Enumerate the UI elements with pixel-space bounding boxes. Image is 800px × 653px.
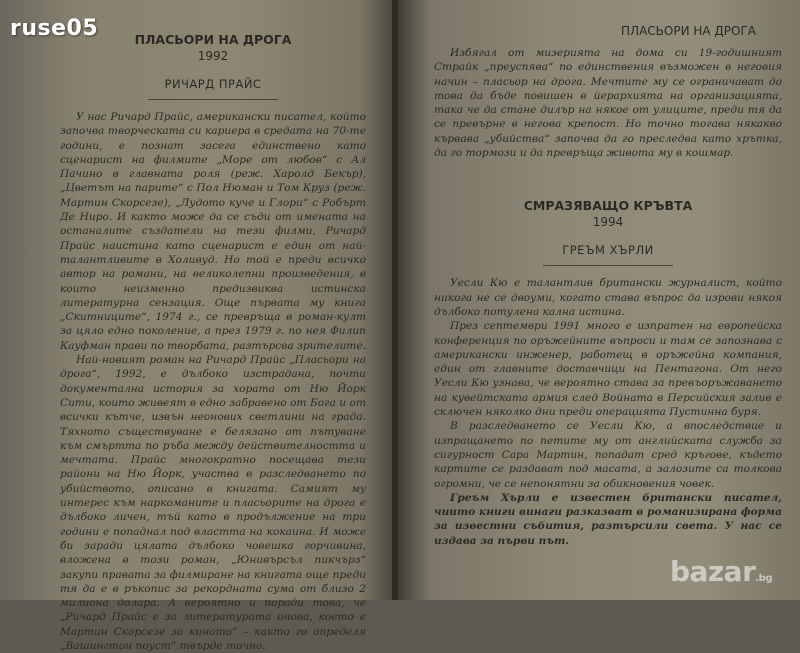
- left-book-title: ПЛАСЬОРИ НА ДРОГА: [134, 32, 292, 47]
- left-book-author: РИЧАРД ПРАЙС: [164, 77, 262, 91]
- right-top-paragraph: Избягал от мизерията на дома си 19-годишният Страйк „преуспява“ по единствения възможен в неговия начин – пласьор на дрога. Мечтите му се ограничават до това да бъде повишен в йерархията на организацията, така че да стане дилър на някое от улиците, преди тя да се превърне в негова крепост. Но точно тогава някакво кървава „убийства“ започва да го преследва като хрътка, да го тормози и да превръща живота му в кошмар.: [434, 47, 782, 160]
- bazar-logo-tld: .bg: [755, 573, 772, 584]
- left-book-page: [0, 0, 392, 652]
- right-book-year: 1994: [592, 215, 624, 230]
- left-paragraph-1: У нас Ричард Прайс, американски писател, който започва творческата си кариера в средата на 70-те години, е познат засега единствено като сценарист на филмите „Море от любов“ с Ал Пачино в главната роля (реж. Харолд Бекър), „Цветът на парите“ с Пол Нюман и Том Круз (реж. Мартин Скорсезе), „Лудото куче и Глори“ с Робърт Де Ниро. И както може да се съди от имената на останалите създатели на тези филми, Ричард Прайс наистина като сценарист е един от най-талантливите в Холивуд. Но той е преди всичко автор на романи, на великолепни произведения, в които неизменно предизвиква истинска литературна сензация. Още първата му книга „Скитниците“, 1974 г., се превръща в роман-култ за цяло едно поколение, а през 1979 г. по нея Филип Кауфман прави по творбата, разтърсва зрителите.: [60, 111, 366, 352]
- right-book-page: [398, 0, 800, 600]
- right-paragraph-1: Уесли Кю е талантлив британски журналист, който никога не се двоуми, когато става въпрос да изрови някоя дълбоко потулена кална истина.: [434, 277, 782, 318]
- divider: [543, 265, 673, 266]
- running-head: ПЛАСЬОРИ НА ДРОГА: [621, 24, 756, 38]
- right-book-author: ГРЕЪМ ХЪРЛИ: [562, 243, 654, 258]
- right-paragraph-3: В разследването се Уесли Кю, а впоследствие и изпращането по петите му от английската служба за сигурност Сара Мартин, попадат сред кръгове, където картите се раздават под масата, а залозите са толкова огромни, че се непонятни за обикновения човек.: [434, 420, 782, 490]
- right-book-title: СМРАЗЯВАЩО КРЪВТА: [523, 198, 693, 214]
- bazar-logo: [670, 555, 772, 588]
- right-paragraph-2: През септември 1991 много е изпратен на европейска конференция по оръжейните въпроси и там се запознава с американски инженер, работещ в оръжейна компания, един от главните доставчици на Пентагона. От него Уесли Кю узнава, че вероятно става за превъоръжаването на кувейтската армия след Войната в Персийския залив е сключен няколко дни преди операцията Пустинна буря.: [434, 320, 782, 419]
- left-book-year: 1992: [197, 49, 229, 63]
- bazar-logo-text: bazar: [669, 555, 756, 588]
- uploader-watermark: ruse05: [10, 16, 99, 41]
- divider: [148, 99, 278, 100]
- section-gap: [434, 160, 782, 190]
- right-bold-paragraph: Греъм Хърли е известен британски писател, чиито книги винаги разказват в романизирана форма за известни събития, разтърсили света. У нас се издава за първи път.: [434, 491, 782, 547]
- left-paragraph-2: Най-новият роман на Ричард Прайс „Пласьори на дрога“, 1992, е дълбоко изстрадана, почти документална история за хората от Ню Йорк Сити, които живеят в едно забравено от Бога и от всички кътче, извън неонових светлини на града. Тяхното съществуване е белязано от пътуване към смъртта по ръба между действителността и мечтата. Прайс многократно посещава тези райони на Ню Йорк, участва в разследването по убийството, описано в книгата. Самият му интерес към наркоманите и пласьорите на дрога е дълбоко личен, тъй като в продължение на три години е попаднал под властта на кокаина. И може би заради цялата дълбоко човешка горчивина, вложена в този роман, „Юнивърсъл пикчърз“ закупи правата за филмиране на книгата още преди тя да е в ръкопис за рекордната сума от близо 2 милиона долара. А вероятно и поради това, че „Ричард Прайс е за литературата онова, което е Мартин Скорсезе за киното“ – както го определя „Вашингтон поуст“ твърде точно.: [60, 354, 366, 652]
